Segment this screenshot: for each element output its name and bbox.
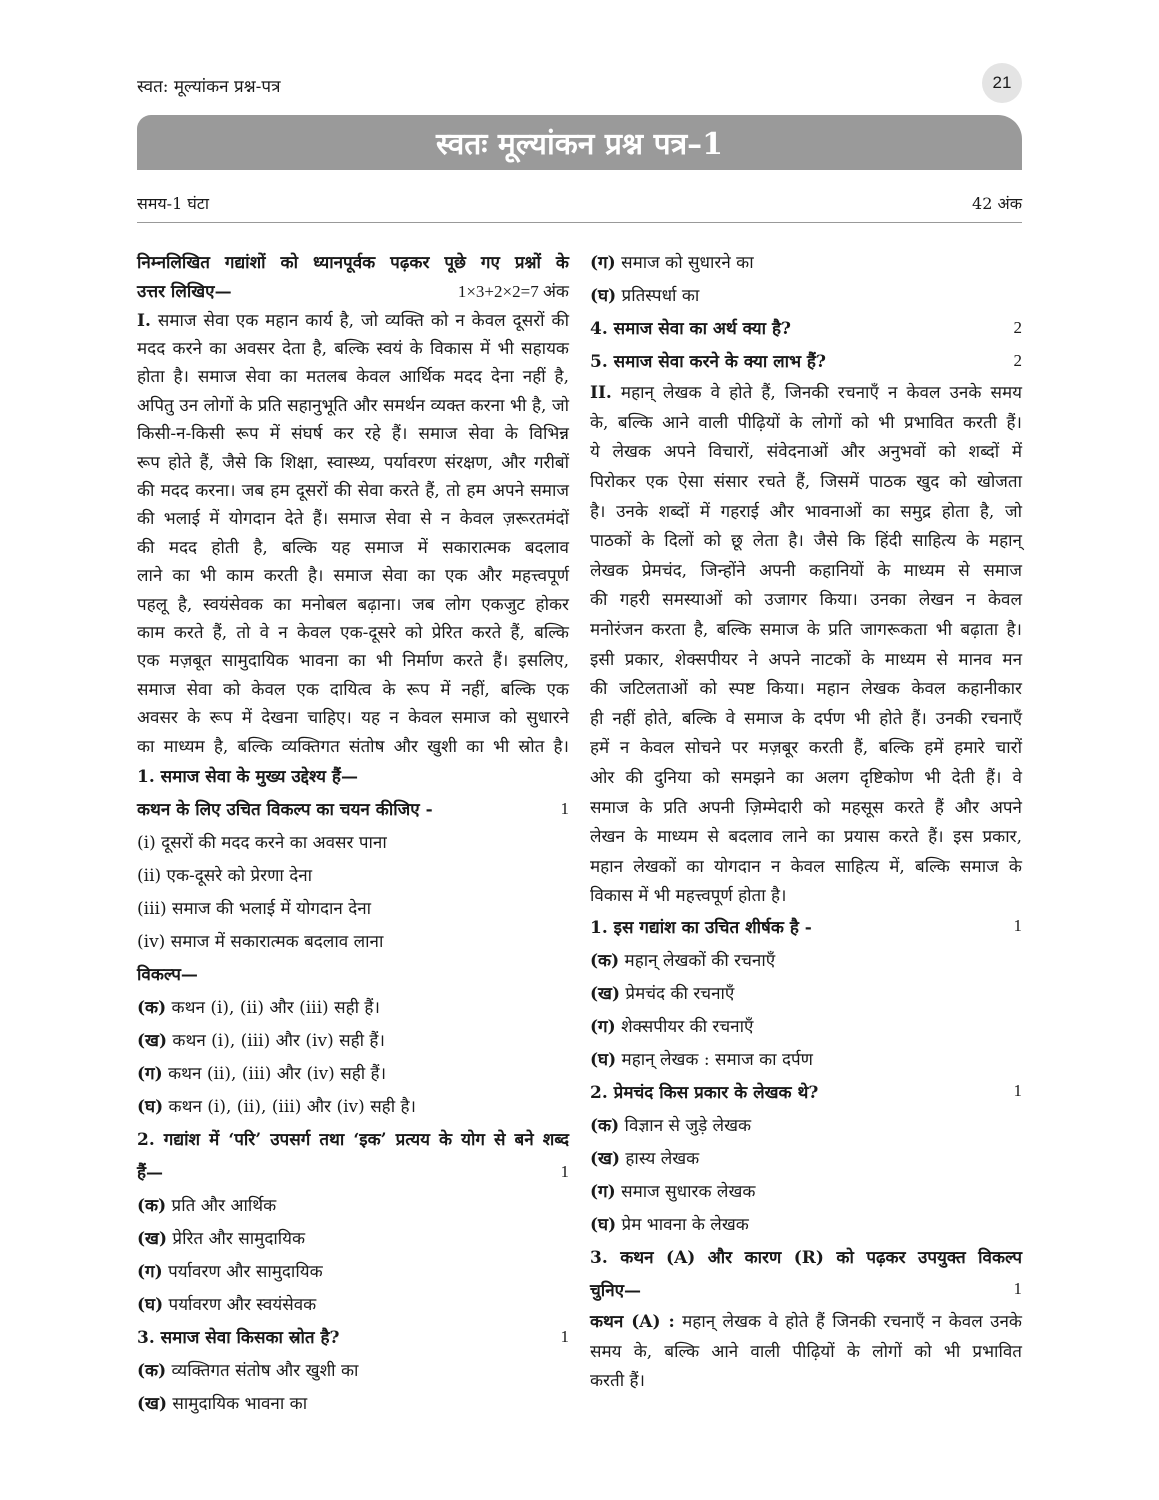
line-text (590, 765, 1022, 788)
question-line (137, 957, 569, 990)
line-prefix: (क) (137, 1361, 167, 1382)
line-text (137, 1259, 569, 1282)
question-line (590, 1273, 1022, 1306)
line-text (137, 1391, 569, 1414)
line-text (590, 499, 1022, 522)
line-body: 4. समाज सेवा का अर्थ क्या है? (590, 319, 791, 339)
question-line (590, 1240, 1022, 1273)
line-text (137, 1226, 569, 1249)
line-body: महान् लेखक वे होते हैं, जिनकी रचनाएँ न केवल उनके समय (611, 383, 1022, 404)
passage-line (590, 703, 1022, 733)
marks-label: 1 (560, 1326, 569, 1346)
line-body: लेखक प्रेमचंद, जिन्होंने अपनी कहानियों के माध्यम से समाज (590, 560, 1022, 581)
line-body: (iv) समाज में सकारात्मक बदलाव लाना (137, 932, 384, 953)
option-line (137, 891, 569, 924)
line-text (590, 676, 1022, 699)
passage-line (590, 880, 1022, 910)
option-line (137, 1023, 569, 1056)
line-body: हैं— (137, 1163, 164, 1184)
line-text (137, 863, 569, 886)
line-prefix: (ग) (590, 1181, 616, 1202)
line-body: कथन (ii), (iii) और (iv) सही हैं। (162, 1064, 387, 1085)
line-body: (iii) समाज की भलाई में योगदान देना (137, 899, 372, 920)
instruction-line (137, 276, 569, 305)
line-body: कथन के लिए उचित विकल्प का चयन कीजिए - (137, 800, 433, 821)
line-text (590, 316, 1004, 339)
passage-line (590, 495, 1022, 525)
line-body: मनोरंजन करता है, बल्कि समाज के प्रति जागरूकता भी बढ़ाता है। (590, 620, 1022, 641)
line-text (590, 1047, 1022, 1070)
line-text (137, 1094, 569, 1117)
line-text (590, 558, 1022, 581)
option-line (137, 990, 569, 1023)
option-line (137, 1188, 569, 1221)
line-body: ये लेखक अपने विचारों, संवेदनाओं और अनुभवों को शब्दों में (590, 442, 1022, 463)
line-body: के, बल्कि आने वाली पीढ़ियों के लोगों को भी प्रभावित करती हैं। (590, 412, 1022, 433)
line-text (590, 380, 1022, 403)
line-body: इसी प्रकार, शेक्सपीयर ने अपने नाटकों के माध्यम से मानव मन (590, 649, 1022, 670)
line-text (590, 824, 1022, 847)
passage-line (137, 561, 569, 589)
line-body: की भलाई में योगदान देते हैं। समाज सेवा से न केवल ज़रूरतमंदों (137, 509, 569, 530)
line-body: 1. इस गद्यांश का उचित शीर्षक है - (590, 917, 812, 938)
line-prefix: (ग) (590, 253, 616, 273)
line-body: शेक्सपीयर की रचनाएँ (615, 1016, 754, 1037)
line-prefix: (ख) (137, 1394, 167, 1415)
line-text (137, 450, 569, 473)
line-text (590, 915, 1004, 938)
option-line (590, 245, 1022, 278)
passage-line (590, 466, 1022, 496)
passage-line (590, 821, 1022, 851)
line-body: मदद करने का अवसर देता है, बल्कि स्वयं के विकास में भी सहायक (137, 339, 569, 360)
line-text (590, 1179, 1022, 1202)
line-prefix: (घ) (590, 286, 617, 306)
line-body: विकास में भी महत्त्वपूर्ण होता है। (590, 886, 787, 907)
line-text (590, 948, 1022, 971)
right-column (590, 245, 1022, 1394)
page-title: स्वतः मूल्यांकन प्रश्न पत्र–1 (435, 127, 724, 162)
line-body: समाज सेवा एक महान कार्य है, जो व्यक्ति को न केवल दूसरों की (150, 310, 569, 331)
marks-label: 1 (560, 798, 569, 818)
line-prefix: (ख) (137, 1031, 167, 1052)
line-body: सामुदायिक भावना का (167, 1394, 308, 1415)
line-prefix: (ख) (137, 1229, 167, 1250)
marks-label: 2 (1013, 350, 1022, 370)
question-line (137, 1122, 569, 1155)
line-text (590, 469, 1022, 492)
line-body: उत्तर लिखिए— (137, 282, 232, 302)
line-text (590, 735, 1022, 758)
line-body: महान लेखकों का योगदान न केवल साहित्य में, बल्कि समाज के (590, 856, 1022, 877)
line-text (137, 1160, 551, 1183)
passage-line (590, 1335, 1022, 1365)
time-label: समय-1 घंटा (137, 194, 209, 213)
line-text (137, 1292, 569, 1315)
line-body: होता है। समाज सेवा का मतलब केवल आर्थिक मदद देना नहीं है, (137, 367, 569, 388)
title-banner (137, 115, 1022, 170)
line-body: काम करते हैं, तो वे न केवल एक-दूसरे को प्रेरित करते हैं, बल्कि (137, 622, 569, 643)
line-text (137, 592, 569, 615)
passage-line (137, 362, 569, 390)
line-text (137, 995, 569, 1018)
question-line (137, 1320, 569, 1353)
line-text (137, 648, 569, 671)
line-body: का माध्यम है, बल्कि व्यक्तिगत संतोष और खुशी का भी स्रोत है। (137, 736, 569, 757)
option-line (137, 924, 569, 957)
line-text (590, 250, 1022, 273)
line-prefix: (क) (137, 1196, 167, 1217)
line-text (590, 1146, 1022, 1169)
passage-line (137, 731, 569, 759)
line-body: लाने का भी काम करती है। समाज सेवा का एक और महत्त्वपूर्ण (137, 566, 569, 587)
line-text (137, 308, 569, 331)
line-prefix: I. (137, 310, 151, 331)
total-marks: 42 अंक (972, 194, 1022, 213)
question-line (137, 759, 569, 792)
line-prefix: कथन (A) : (590, 1311, 675, 1332)
option-line (590, 1174, 1022, 1207)
line-text (590, 1245, 1022, 1268)
line-body: चुनिए— (590, 1280, 642, 1301)
line-text (590, 647, 1022, 670)
line-prefix: (ग) (137, 1262, 163, 1283)
line-text (590, 1113, 1022, 1136)
passage-line (137, 390, 569, 418)
line-body: रूप होते हैं, जैसे कि शिक्षा, स्वास्थ्य, पर्यावरण संरक्षण, और गरीबों (137, 452, 569, 473)
passage-line (137, 532, 569, 560)
passage-line (590, 732, 1022, 762)
line-text (590, 706, 1022, 729)
line-body: पर्यावरण और सामुदायिक (162, 1262, 323, 1283)
line-body: 3. कथन (A) और कारण (R) को पढ़कर उपयुक्त विकल्प (590, 1247, 1022, 1268)
exam-meta (137, 192, 1022, 223)
line-text (590, 981, 1022, 1004)
running-title: स्वत: मूल्यांकन प्रश्न-पत्र (137, 77, 281, 97)
passage-line (590, 584, 1022, 614)
line-body: की मदद होती है, बल्कि यह समाज में सकारात्मक बदलाव (137, 537, 569, 558)
line-body: महान् लेखकों की रचनाएँ (619, 950, 776, 971)
line-prefix: (ख) (590, 1148, 620, 1169)
line-body: कथन (i), (ii) और (iii) सही हैं। (166, 998, 380, 1019)
line-prefix: (घ) (137, 1097, 164, 1118)
passage-line (137, 447, 569, 475)
passage-line (137, 702, 569, 730)
line-text (137, 929, 569, 952)
passage-line (590, 643, 1022, 673)
line-body: व्यक्तिगत संतोष और खुशी का (166, 1361, 359, 1382)
marks-label: 1 (1013, 916, 1022, 936)
passage-line (137, 475, 569, 503)
line-text (137, 421, 569, 444)
option-line (137, 1089, 569, 1122)
question-line (590, 344, 1022, 377)
option-line (137, 1254, 569, 1287)
line-text (137, 620, 569, 643)
option-line (137, 825, 569, 858)
line-text (137, 563, 569, 586)
line-text (590, 854, 1022, 877)
line-body: समय के, बल्कि आने वाली पीढ़ियों के लोगों को भी प्रभावित (590, 1341, 1022, 1362)
marks-label: 1 (1013, 1279, 1022, 1299)
question-line (137, 1155, 569, 1188)
line-text (590, 1368, 1022, 1391)
line-text (137, 535, 569, 558)
instruction-line (137, 247, 569, 276)
passage-line (137, 305, 569, 333)
marks-label: 1 (560, 1161, 569, 1181)
line-body: प्रतिस्पर्धा का (616, 286, 700, 306)
line-text (137, 677, 569, 700)
line-body: प्रेरित और सामुदायिक (167, 1229, 306, 1250)
line-text (590, 1278, 1004, 1301)
line-body: 1. समाज सेवा के मुख्य उद्देश्य हैं— (137, 767, 358, 788)
line-text (590, 795, 1022, 818)
line-text (590, 883, 1022, 906)
line-text (137, 1028, 569, 1051)
line-prefix: (घ) (137, 1295, 164, 1316)
line-body: पहलू है, स्वयंसेवक का मनोबल बढ़ाना। जब लोग एकजुट होकर (137, 594, 569, 615)
option-line (590, 1009, 1022, 1042)
line-body: पर्यावरण और स्वयंसेवक (163, 1295, 317, 1316)
line-text (137, 1061, 569, 1084)
line-body: ओर की दुनिया को समझने का अलग दृष्टिकोण भी देती हैं। वे (590, 768, 1022, 789)
passage-line (137, 589, 569, 617)
line-text (590, 587, 1022, 610)
line-text (137, 896, 569, 919)
line-body: पाठकों के दिलों को छू लेता है। जैसे कि हिंदी साहित्य के महान् (590, 531, 1022, 552)
line-text (137, 1358, 569, 1381)
line-body: एक मज़बूत सामुदायिक भावना का भी निर्माण करते हैं। इसलिए, (137, 651, 569, 672)
question-line (590, 311, 1022, 344)
option-line (590, 943, 1022, 976)
line-body: है। उनके शब्दों में गहराई और भावनाओं का समुद्र होता है, जो (590, 501, 1022, 522)
passage-line (137, 617, 569, 645)
line-body: कथन (i), (ii), (iii) और (iv) सही है। (163, 1097, 416, 1118)
line-text (137, 797, 551, 820)
line-body: समाज सेवा को केवल एक दायित्व के रूप में नहीं, बल्कि एक (137, 679, 569, 700)
line-text (590, 439, 1022, 462)
line-body: विकल्प— (137, 965, 198, 986)
passage-line (590, 614, 1022, 644)
line-body: निम्नलिखित गद्यांशों को ध्यानपूर्वक पढ़कर पूछे गए प्रश्नों के (137, 253, 569, 273)
line-text (590, 1080, 1004, 1103)
line-prefix: II. (590, 383, 612, 404)
line-prefix: (ख) (590, 983, 620, 1004)
line-body: प्रति और आर्थिक (166, 1196, 277, 1217)
line-prefix: (घ) (590, 1049, 617, 1070)
passage-line (137, 419, 569, 447)
line-text (137, 336, 569, 359)
option-line (137, 1386, 569, 1419)
line-text (137, 734, 569, 757)
line-body: 3. समाज सेवा किसका स्रोत है? (137, 1328, 340, 1349)
line-body: की मदद करना। जब हम दूसरों की सेवा करते हैं, तो हम अपने समाज (137, 481, 569, 502)
line-text (137, 393, 569, 416)
line-body: हमें न केवल सोचने पर मज़बूर करती हैं, बल्कि हमें हमारे चारों (590, 738, 1022, 759)
line-text (590, 528, 1022, 551)
line-body: अवसर के रूप में देखना चाहिए। यह न केवल समाज को सुधारने (137, 708, 569, 729)
passage-line (590, 436, 1022, 466)
option-line (590, 1141, 1022, 1174)
line-body: महान् लेखक : समाज का दर्पण (616, 1049, 813, 1070)
line-prefix: (क) (137, 998, 167, 1019)
passage-line (590, 851, 1022, 881)
line-text (137, 250, 569, 273)
marks-label: 1×3+2×2=7 अंक (457, 282, 569, 301)
passage-line (590, 1306, 1022, 1336)
line-text (137, 962, 569, 985)
line-text (137, 1325, 551, 1348)
option-line (590, 1042, 1022, 1075)
line-body: 5. समाज सेवा करने के क्या लाभ हैं? (590, 352, 826, 372)
line-body: (ii) एक-दूसरे को प्रेरणा देना (137, 866, 313, 887)
line-body: प्रेम भावना के लेखक (616, 1214, 749, 1235)
line-text (137, 764, 569, 787)
option-line (590, 1108, 1022, 1141)
line-body: किसी-न-किसी रूप में संघर्ष कर रहे हैं। समाज सेवा के विभिन्न (137, 424, 569, 445)
marks-label: 2 (1013, 317, 1022, 337)
line-body: पिरोकर एक ऐसा संसार रचते हैं, जिसमें पाठक खुद को खोजता (590, 472, 1022, 493)
line-prefix: (क) (590, 1115, 620, 1136)
question-line (137, 792, 569, 825)
line-text (590, 349, 1004, 372)
line-text (137, 279, 448, 302)
line-text (137, 506, 569, 529)
line-text (137, 478, 569, 501)
line-text (137, 1193, 569, 1216)
page-number: 21 (982, 63, 1022, 103)
line-text (590, 1212, 1022, 1235)
passage-line (137, 674, 569, 702)
line-body: की जटिलताओं को स्पष्ट किया। महान लेखक केवल कहानीकार (590, 679, 1022, 700)
option-line (590, 976, 1022, 1009)
line-body: की गहरी समस्याओं को उजागर किया। उनका लेखन न केवल (590, 590, 1022, 611)
line-text (590, 617, 1022, 640)
line-prefix: (क) (590, 950, 620, 971)
line-prefix: (ग) (590, 1016, 616, 1037)
option-line (137, 1056, 569, 1089)
line-body: प्रेमचंद की रचनाएँ (620, 983, 735, 1004)
option-line (137, 1287, 569, 1320)
passage-line (590, 673, 1022, 703)
line-body: अपितु उन लोगों के प्रति सहानुभूति और समर्थन व्यक्त करना भी है, जो (137, 395, 569, 416)
passage-line (137, 646, 569, 674)
line-body: समाज सुधारक लेखक (615, 1181, 756, 1202)
line-body: महान् लेखक वे होते हैं जिनकी रचनाएँ न केवल उनके (674, 1311, 1022, 1332)
option-line (590, 278, 1022, 311)
line-text (590, 1339, 1022, 1362)
line-body: 2. प्रेमचंद किस प्रकार के लेखक थे? (590, 1082, 819, 1103)
line-text (137, 705, 569, 728)
line-body: लेखन के माध्यम से बदलाव लाने का प्रयास करते हैं। इस प्रकार, (590, 827, 1022, 848)
line-text (137, 364, 569, 387)
option-line (137, 1353, 569, 1386)
line-text (590, 410, 1022, 433)
question-line (590, 1075, 1022, 1108)
left-column (137, 247, 569, 1419)
line-body: (i) दूसरों की मदद करने का अवसर पाना (137, 833, 387, 854)
passage-line (590, 407, 1022, 437)
line-text (590, 283, 1022, 306)
line-body: विज्ञान से जुड़े लेखक (619, 1115, 752, 1136)
passage-line (137, 333, 569, 361)
passage-line (590, 555, 1022, 585)
line-text (137, 830, 569, 853)
line-body: ही नहीं होते, बल्कि वे समाज के दर्पण भी होते हैं। उनकी रचनाएँ (590, 708, 1022, 729)
passage-line (590, 791, 1022, 821)
option-line (137, 858, 569, 891)
line-body: कथन (i), (iii) और (iv) सही हैं। (167, 1031, 385, 1052)
question-line (590, 910, 1022, 943)
option-line (590, 1207, 1022, 1240)
passage-line (590, 377, 1022, 407)
line-text (137, 1127, 569, 1150)
passage-line (590, 525, 1022, 555)
option-line (137, 1221, 569, 1254)
line-body: समाज के प्रति अपनी ज़िम्मेदारी को महसूस करते हैं और अपने (590, 797, 1022, 818)
line-text (590, 1309, 1022, 1332)
line-body: हास्य लेखक (620, 1148, 700, 1169)
line-body: समाज को सुधारने का (615, 253, 754, 273)
line-body: 2. गद्यांश में ‘परि’ उपसर्ग तथा ‘इक’ प्रत्यय के योग से बने शब्द (137, 1130, 569, 1151)
passage-line (590, 1365, 1022, 1395)
line-body: करती हैं। (590, 1371, 645, 1392)
line-prefix: (घ) (590, 1214, 617, 1235)
passage-line (590, 762, 1022, 792)
marks-label: 1 (1013, 1081, 1022, 1101)
line-prefix: (ग) (137, 1064, 163, 1085)
passage-line (137, 504, 569, 532)
line-text (590, 1014, 1022, 1037)
